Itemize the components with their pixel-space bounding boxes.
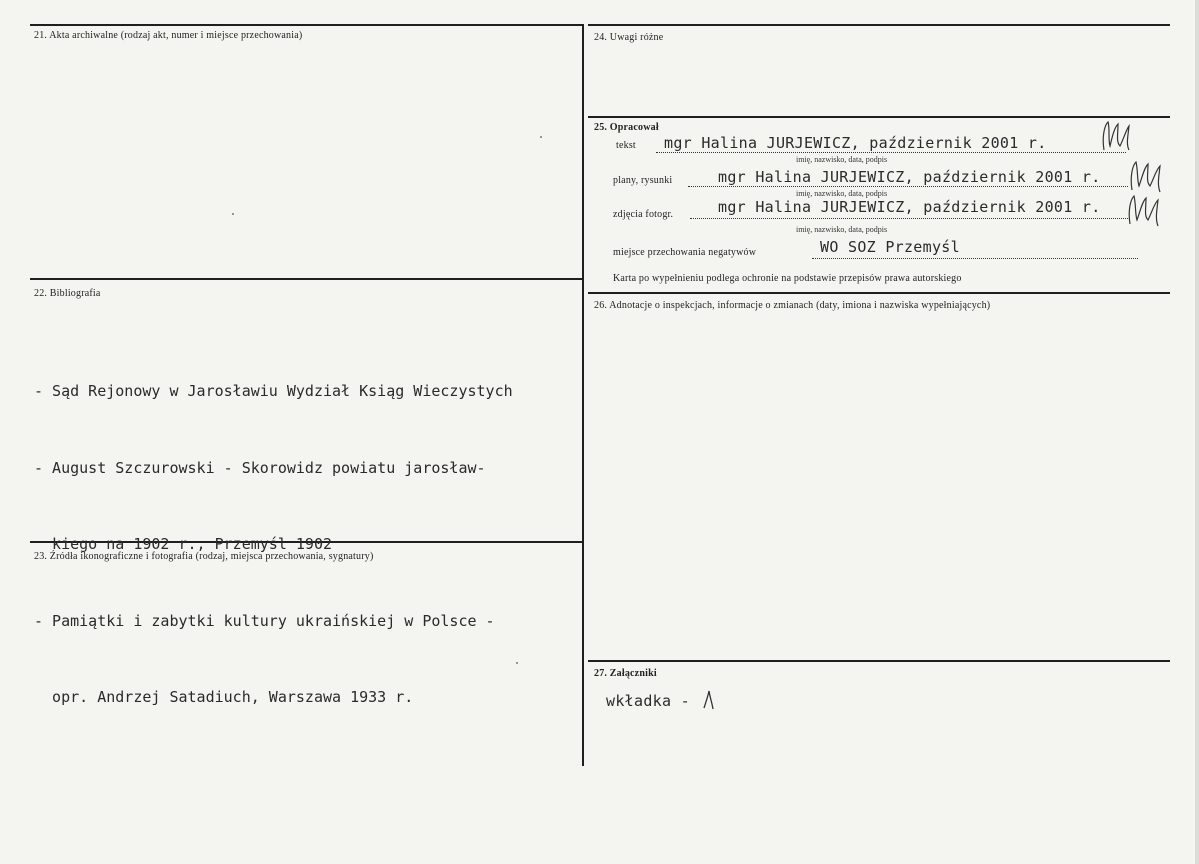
rule-21-22	[30, 278, 583, 280]
rule-24-25	[588, 116, 1170, 118]
section-27-label: 27. Załączniki	[594, 668, 657, 679]
negatywy-dotted-line	[812, 258, 1138, 259]
section-21-label: 21. Akta archiwalne (rodzaj akt, numer i miejsce przechowania)	[34, 30, 303, 41]
bibliography-line: - Pamiątki i zabytki kultury ukraińskiej w Polsce -	[34, 611, 495, 630]
section-22-label: 22. Bibliografia	[34, 288, 101, 299]
signature-mark	[1096, 116, 1136, 156]
section-23-label: 23. Źródła ikonograficzne i fotografia (rodzaj, miejsca przechowania, sygnatury)	[34, 551, 374, 562]
bibliography-list	[34, 328, 513, 762]
card-edge	[1195, 0, 1199, 864]
negatywy-value: WO SOZ Przemyśl	[820, 238, 960, 256]
plany-value: mgr Halina JURJEWICZ, październik 2001 r.	[718, 168, 1101, 186]
attachment-value: wkładka -	[606, 692, 690, 710]
bibliography-line: - August Szczurowski - Skorowidz powiatu jarosław-	[34, 458, 486, 477]
handwritten-count-mark	[700, 688, 716, 712]
section-26-label: 26. Adnotacje o inspekcjach, informacje o zmianach (daty, imiona i nazwiska wypełniających)	[594, 300, 991, 311]
signature-mark	[1124, 186, 1164, 230]
section-24-label: 24. Uwagi różne	[594, 32, 664, 43]
plany-label: plany, rysunki	[613, 175, 673, 186]
tekst-caption: imię, nazwisko, data, podpis	[796, 155, 888, 164]
bibliography-line: opr. Andrzej Satadiuch, Warszawa 1933 r.	[34, 688, 414, 706]
top-rule-left	[30, 24, 583, 26]
tekst-value: mgr Halina JURJEWICZ, październik 2001 r.	[664, 134, 1047, 152]
tekst-label: tekst	[616, 140, 636, 151]
scan-speck	[516, 662, 518, 664]
bibliography-line: - Sąd Rejonowy w Jarosławiu Wydział Ksiąg Wieczystych	[34, 382, 513, 400]
scan-speck	[232, 213, 234, 215]
copyright-note: Karta po wypełnieniu podlega ochronie na podstawie przepisów prawa autorskiego	[613, 273, 962, 284]
plany-caption: imię, nazwisko, data, podpis	[796, 189, 888, 198]
rule-25-26	[588, 292, 1170, 294]
tekst-dotted-line	[656, 152, 1126, 153]
section-25-label: 25. Opracował	[594, 122, 659, 133]
top-rule-right	[588, 24, 1170, 26]
rule-26-27	[588, 660, 1170, 662]
zdjecia-dotted-line	[690, 218, 1130, 219]
zdjecia-label: zdjęcia fotogr.	[613, 209, 674, 220]
bibliography-line: kiego na 1902 r., Przemyśl 1902	[34, 535, 333, 553]
column-divider	[582, 24, 584, 766]
plany-dotted-line	[688, 186, 1128, 187]
zdjecia-caption: imię, nazwisko, data, podpis	[796, 225, 888, 234]
scan-speck	[540, 136, 542, 138]
zdjecia-value: mgr Halina JURJEWICZ, październik 2001 r.	[718, 198, 1101, 216]
negatywy-label: miejsce przechowania negatywów	[613, 247, 757, 258]
